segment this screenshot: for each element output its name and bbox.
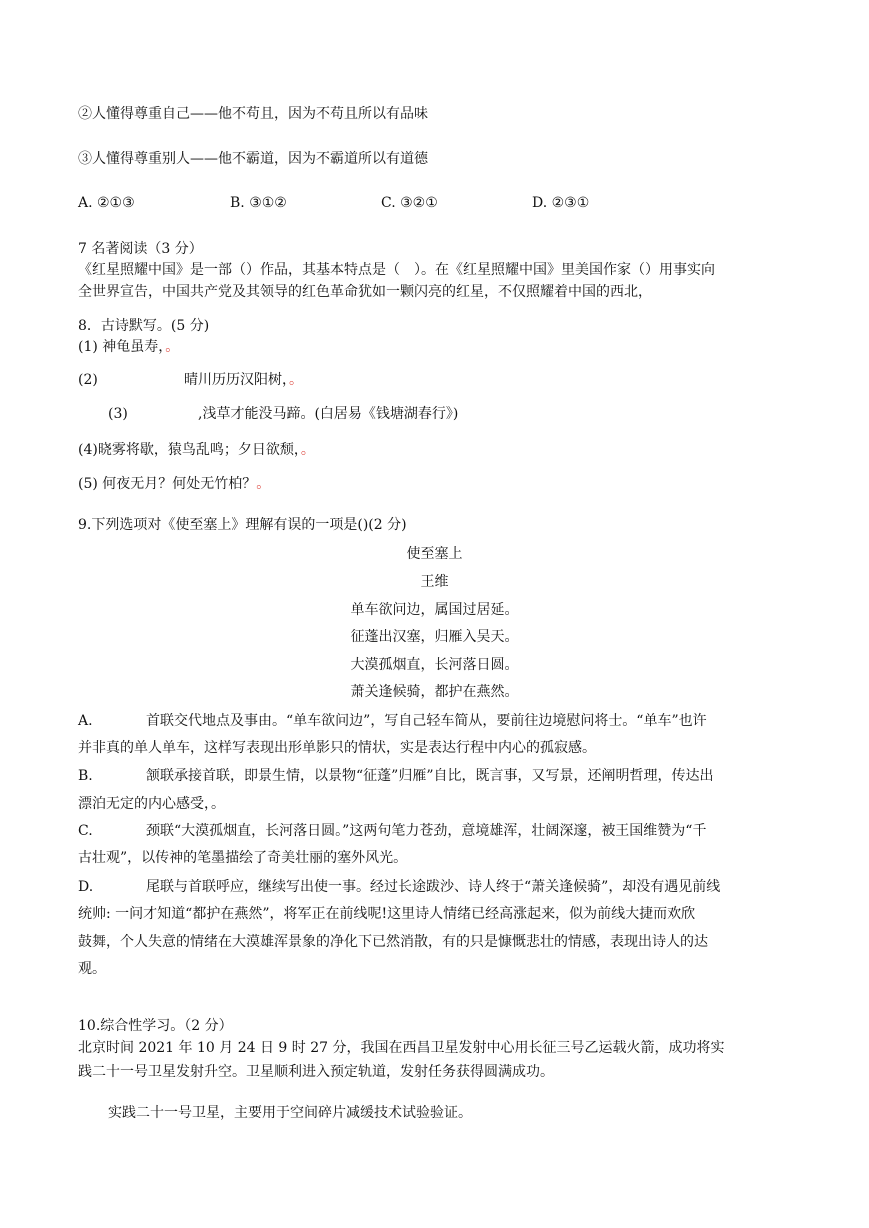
q9-option-d-line-3: 鼓舞，个人失意的情绪在大漠雄浑景象的净化下已然消散，有的只是慷慨悲壮的情感，表现出诗人的达 bbox=[78, 934, 708, 950]
q8-item-2-text: 晴川历历汉阳树， bbox=[184, 372, 289, 388]
q9-option-a-line-1: 首联交代地点及事由。“单车欲问边”，写自己轻车简从，要前往边境慰问将士。“单车”也许 bbox=[146, 713, 707, 729]
q6-line-3: ③人懂得尊重别人——他不霸道，因为不霸道所以有道德 bbox=[78, 151, 428, 167]
q8-title: 8．古诗默写。(5 分) bbox=[78, 318, 210, 334]
q10-line-3: 实践二十一号卫星，主要用于空间碎片减缓技术试验验证。 bbox=[108, 1105, 472, 1121]
q9-option-c-label: C. bbox=[78, 823, 93, 839]
q8-item-4-mark: 。 bbox=[300, 442, 315, 458]
q10-line-1: 北京时间 2021 年 10 月 24 日 9 时 27 分，我国在西昌卫星发射中心用长征三号乙运载火箭，成功将实 bbox=[78, 1040, 725, 1056]
q8-item-4-text: 晓雾将歇，猿鸟乱鸣；夕日欲颓， bbox=[97, 442, 301, 458]
q6-option-a: A. ②①③ bbox=[78, 195, 135, 211]
q9-option-d-line-2: 统帅: 一问才知道“都护在燕然”，将军正在前线呢!这里诗人情绪已经高涨起来，似为前线大捷而欢欣 bbox=[78, 906, 696, 922]
q8-item-1 bbox=[78, 337, 179, 357]
q8-item-5 bbox=[78, 474, 270, 494]
q10-title: 10.综合性学习。（2 分） bbox=[78, 1018, 233, 1034]
q6-line-2: ②人懂得尊重自己——他不苟且，因为不苟且所以有品味 bbox=[78, 106, 428, 122]
q8-item-5-text: 何夜无月？何处无竹柏？ bbox=[102, 476, 257, 492]
q8-item-3-number: (3) bbox=[108, 406, 128, 422]
q9-poem-line-3: 大漠孤烟直，长河落日圆。 bbox=[350, 657, 519, 673]
q9-poem-line-1: 单车欲问边，属国过居延。 bbox=[350, 602, 519, 618]
q9-poem-title: 使至塞上 bbox=[406, 546, 463, 562]
q9-option-d-label: D. bbox=[78, 879, 94, 895]
q9-option-a-line-2: 并非真的单人单车，这样写表现出形单影只的情状，实是表达行程中内心的孤寂感。 bbox=[78, 740, 596, 756]
q9-title: 9.下列选项对《使至塞上》理解有误的一项是()(2 分) bbox=[78, 517, 407, 533]
q10-line-2: 践二十一号卫星发射升空。卫星顺利进入预定轨道，发射任务获得圆满成功。 bbox=[78, 1064, 554, 1080]
q9-poem-line-2: 征蓬出汉塞，归雁入吴天。 bbox=[350, 629, 519, 645]
q9-option-a-label: A. bbox=[78, 713, 93, 729]
q9-option-b-line-2: 漂泊无定的内心感受，。 bbox=[78, 796, 225, 812]
q9-option-b-line-1: 颔联承接首联，即景生情，以景物“征蓬”归雁”自比，既言事，又写景，还阐明哲理，传达出 bbox=[146, 768, 714, 784]
q9-option-d-line-4: 观。 bbox=[78, 961, 106, 977]
q8-item-4 bbox=[78, 440, 315, 460]
q7-title: 7 名著阅读（3 分） bbox=[78, 241, 203, 257]
q8-item-2-mark: 。 bbox=[289, 372, 303, 388]
q8-item-4-number: (4) bbox=[78, 442, 98, 458]
q6-option-c: C. ③②① bbox=[381, 195, 438, 211]
q8-item-5-mark: 。 bbox=[256, 476, 271, 492]
q9-option-d-line-1: 尾联与首联呼应，继续写出使一事。经过长途跋沙、诗人终于“萧关逢候骑”，却没有遇见前线 bbox=[146, 879, 721, 895]
q9-option-c-line-1: 颈联“大漠孤烟直，长河落日圆。”这两句笔力苍劲，意境雄浑，壮阔深邃，被王国维赞为“千 bbox=[146, 823, 707, 839]
q8-item-3-text: ,浅草才能没马蹄。(白居易《钱塘湖春行》) bbox=[198, 406, 459, 422]
q8-item-2-number: (2) bbox=[78, 372, 98, 388]
q9-poem-line-4: 萧关逢候骑，都护在燕然。 bbox=[350, 684, 519, 700]
q7-line-2: 全世界宣告，中国共产党及其领导的红色革命犹如一颗闪亮的红星，不仅照耀着中国的西北， bbox=[78, 284, 652, 300]
q8-item-2 bbox=[184, 370, 303, 390]
q8-item-1-mark: 。 bbox=[165, 339, 180, 355]
q7-line-1: 《红星照耀中国》是一部（）作品，其基本特点是（ ）。在《红星照耀中国》里美国作家（）用事实向 bbox=[78, 262, 715, 278]
q6-option-d: D. ②③① bbox=[532, 195, 590, 211]
q8-item-5-number: (5) bbox=[78, 476, 98, 492]
q9-option-c-line-2: 古壮观”，以传神的笔墨描绘了奇美壮丽的塞外风光。 bbox=[78, 850, 408, 866]
q8-item-1-number: (1) bbox=[78, 339, 98, 355]
q8-item-1-text: 神龟虽寿， bbox=[102, 339, 166, 355]
q9-poem-author: 王维 bbox=[420, 574, 449, 590]
q9-option-b-label: B. bbox=[78, 768, 93, 784]
q6-option-b: B. ③①② bbox=[230, 195, 287, 211]
